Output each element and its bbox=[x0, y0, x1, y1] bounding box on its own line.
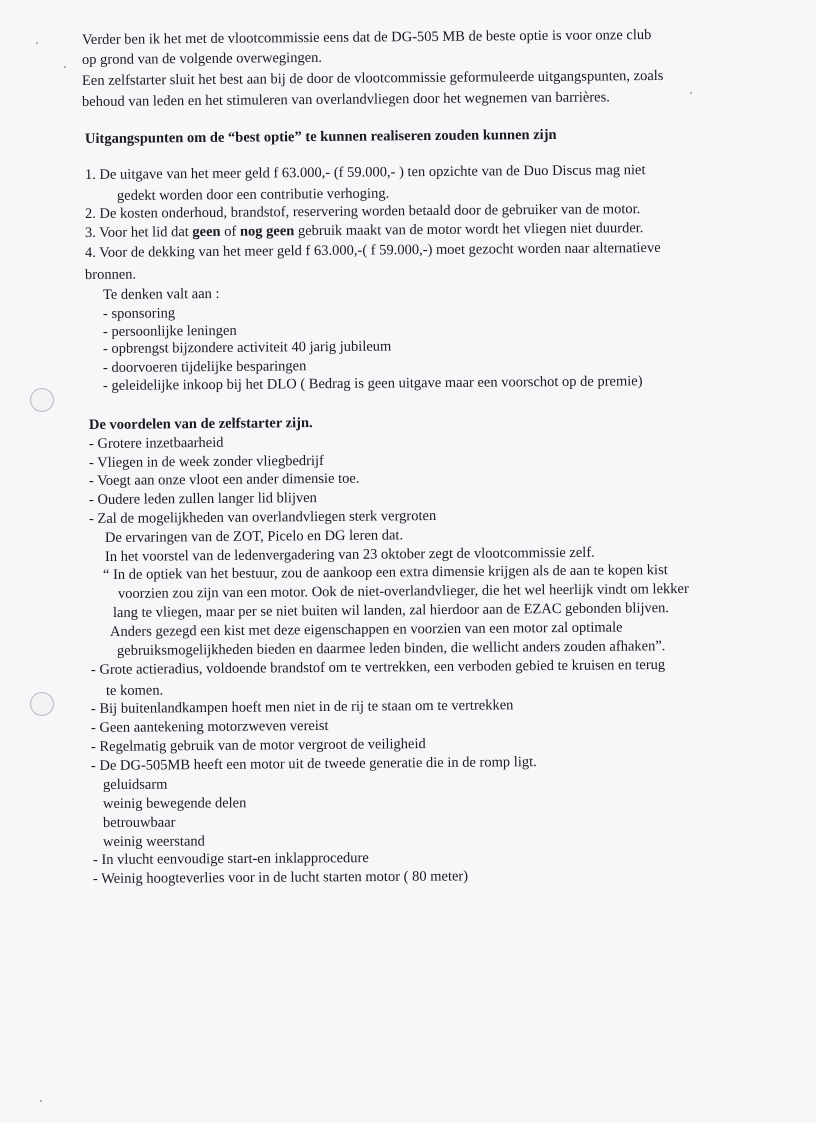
quote-line-4: Anders gezegd een kist met deze eigenschappen en voorzien van een motor zal optimale bbox=[109, 619, 623, 640]
more-advantage-3: - Regelmatig gebruik van de motor vergroot de veiligheid bbox=[90, 736, 426, 755]
point-4-line-1: 4. Voor de dekking van het meer geld f 63.000,-( f 59.000,-) moet gezocht worden naar alternatieve bbox=[84, 239, 661, 261]
intro-line-1: Verder ben ik het met de vlootcommissie eens dat de DG-505 MB de beste optie is voor onze club bbox=[81, 27, 652, 48]
advantage-5: - Zal de mogelijkheden van overlandvliegen sterk vergroten bbox=[88, 507, 437, 527]
motor-prop-1: geluidsarm bbox=[102, 776, 168, 793]
intro-line-3: Een zelfstarter sluit het best aan bij de door de vlootcommissie geformuleerde uitgangspunten, zoals bbox=[81, 67, 664, 89]
more-advantage-1: - Bij buitenlandkampen hoeft men niet in de rij te staan om te vertrekken bbox=[90, 697, 514, 717]
quote-line-5: gebruiksmogelijkheden bieden en daarmee leden binden, die wellicht anders zouden afhaken”. bbox=[116, 638, 666, 659]
scan-speck bbox=[40, 1100, 42, 1102]
heading-uitgangspunten: Uitgangspunten om de “best optie” te kunnen realiseren zouden kunnen zijn bbox=[84, 126, 557, 147]
advantage-3: - Voegt aan onze vloot een ander dimensie toe. bbox=[88, 470, 360, 489]
motor-prop-4: weinig weerstand bbox=[102, 833, 205, 850]
intro-line-4: behoud van leden en het stimuleren van overlandvliegen door het wegnemen van barrières. bbox=[81, 89, 610, 110]
point-3 bbox=[85, 220, 644, 242]
think-intro: Te denken valt aan : bbox=[102, 285, 220, 303]
advantage-1: - Grotere inzetbaarheid bbox=[88, 434, 224, 452]
intro-line-2: op grond van de volgende overwegingen. bbox=[81, 49, 323, 68]
punch-hole-top bbox=[30, 388, 54, 412]
range-line-2: te komen. bbox=[105, 682, 164, 699]
point-4-line-2: bronnen. bbox=[84, 266, 137, 283]
quote-line-2: voorzien zou zijn van een motor. Ook de niet-overlandvlieger, die het wel heerlijk vindt om lekker bbox=[117, 581, 689, 602]
final-1: - In vlucht eenvoudige start-en inklapprocedure bbox=[92, 850, 369, 868]
proposal-line: In het voorstel van de ledenvergadering van 23 oktober zegt de vlootcommissie zelf. bbox=[104, 544, 595, 565]
heading-voordelen: De voordelen van de zelfstarter zijn. bbox=[88, 415, 313, 433]
point-1-line-1: 1. De uitgave van het meer geld f 63.000,- (f 59.000,- ) ten opzichte van de Duo Discus mag niet bbox=[84, 162, 646, 183]
scan-speck bbox=[64, 66, 66, 68]
think-item-5: - geleidelijke inkoop bij het DLO ( Bedrag is geen uitgave maar een voorschot op de premie) bbox=[102, 373, 643, 394]
quote-line-1: “ In de optiek van het bestuur, zou de aankoop een extra dimensie krijgen als de aan te kopen kist bbox=[102, 562, 668, 583]
think-item-3: - opbrengst bijzondere activiteit 40 jarig jubileum bbox=[102, 338, 392, 357]
more-advantage-2: - Geen aantekening motorzweven vereist bbox=[90, 717, 329, 736]
more-advantage-4: - De DG-505MB heeft een motor uit de tweede generatie die in de romp ligt. bbox=[90, 754, 537, 774]
advantage-4: - Oudere leden zullen langer lid blijven bbox=[88, 490, 317, 508]
punch-hole-bottom bbox=[30, 692, 54, 716]
quote-line-3: lang te vliegen, maar per se niet buiten wil landen, zal hierdoor aan de EZAC gebonden blijven. bbox=[112, 600, 670, 621]
point-3-bold-2: nog geen bbox=[239, 223, 295, 240]
point-3-bold-1: geen bbox=[192, 223, 221, 241]
think-item-4: - doorvoeren tijdelijke besparingen bbox=[102, 358, 307, 376]
motor-prop-2: weinig bewegende delen bbox=[102, 795, 247, 812]
point-1-line-2: gedekt worden door een contributie verhoging. bbox=[116, 185, 390, 204]
point-3-pre: 3. Voor het lid dat bbox=[84, 224, 193, 241]
advantage-2: - Vliegen in de week zonder vliegbedrijf bbox=[88, 452, 324, 471]
think-item-2: - persoonlijke leningen bbox=[102, 322, 237, 340]
final-2: - Weinig hoogteverlies voor in de lucht starten motor ( 80 meter) bbox=[92, 868, 469, 887]
experience-line: De ervaringen van de ZOT, Picelo en DG leren dat. bbox=[104, 527, 404, 546]
point-2: 2. De kosten onderhoud, brandstof, reservering worden betaald door de gebruiker van de motor. bbox=[84, 201, 641, 222]
scan-speck bbox=[36, 42, 38, 44]
range-line-1: - Grote actieradius, voldoende brandstof om te vertrekken, een verboden gebied te kruisen en terug bbox=[90, 656, 666, 678]
point-3-post: gebruik maakt van de motor wordt het vliegen niet duurder. bbox=[294, 220, 644, 240]
scan-speck bbox=[690, 92, 692, 94]
point-3-mid: of bbox=[220, 223, 240, 240]
think-item-1: - sponsoring bbox=[102, 305, 176, 322]
motor-prop-3: betrouwbaar bbox=[102, 814, 176, 831]
